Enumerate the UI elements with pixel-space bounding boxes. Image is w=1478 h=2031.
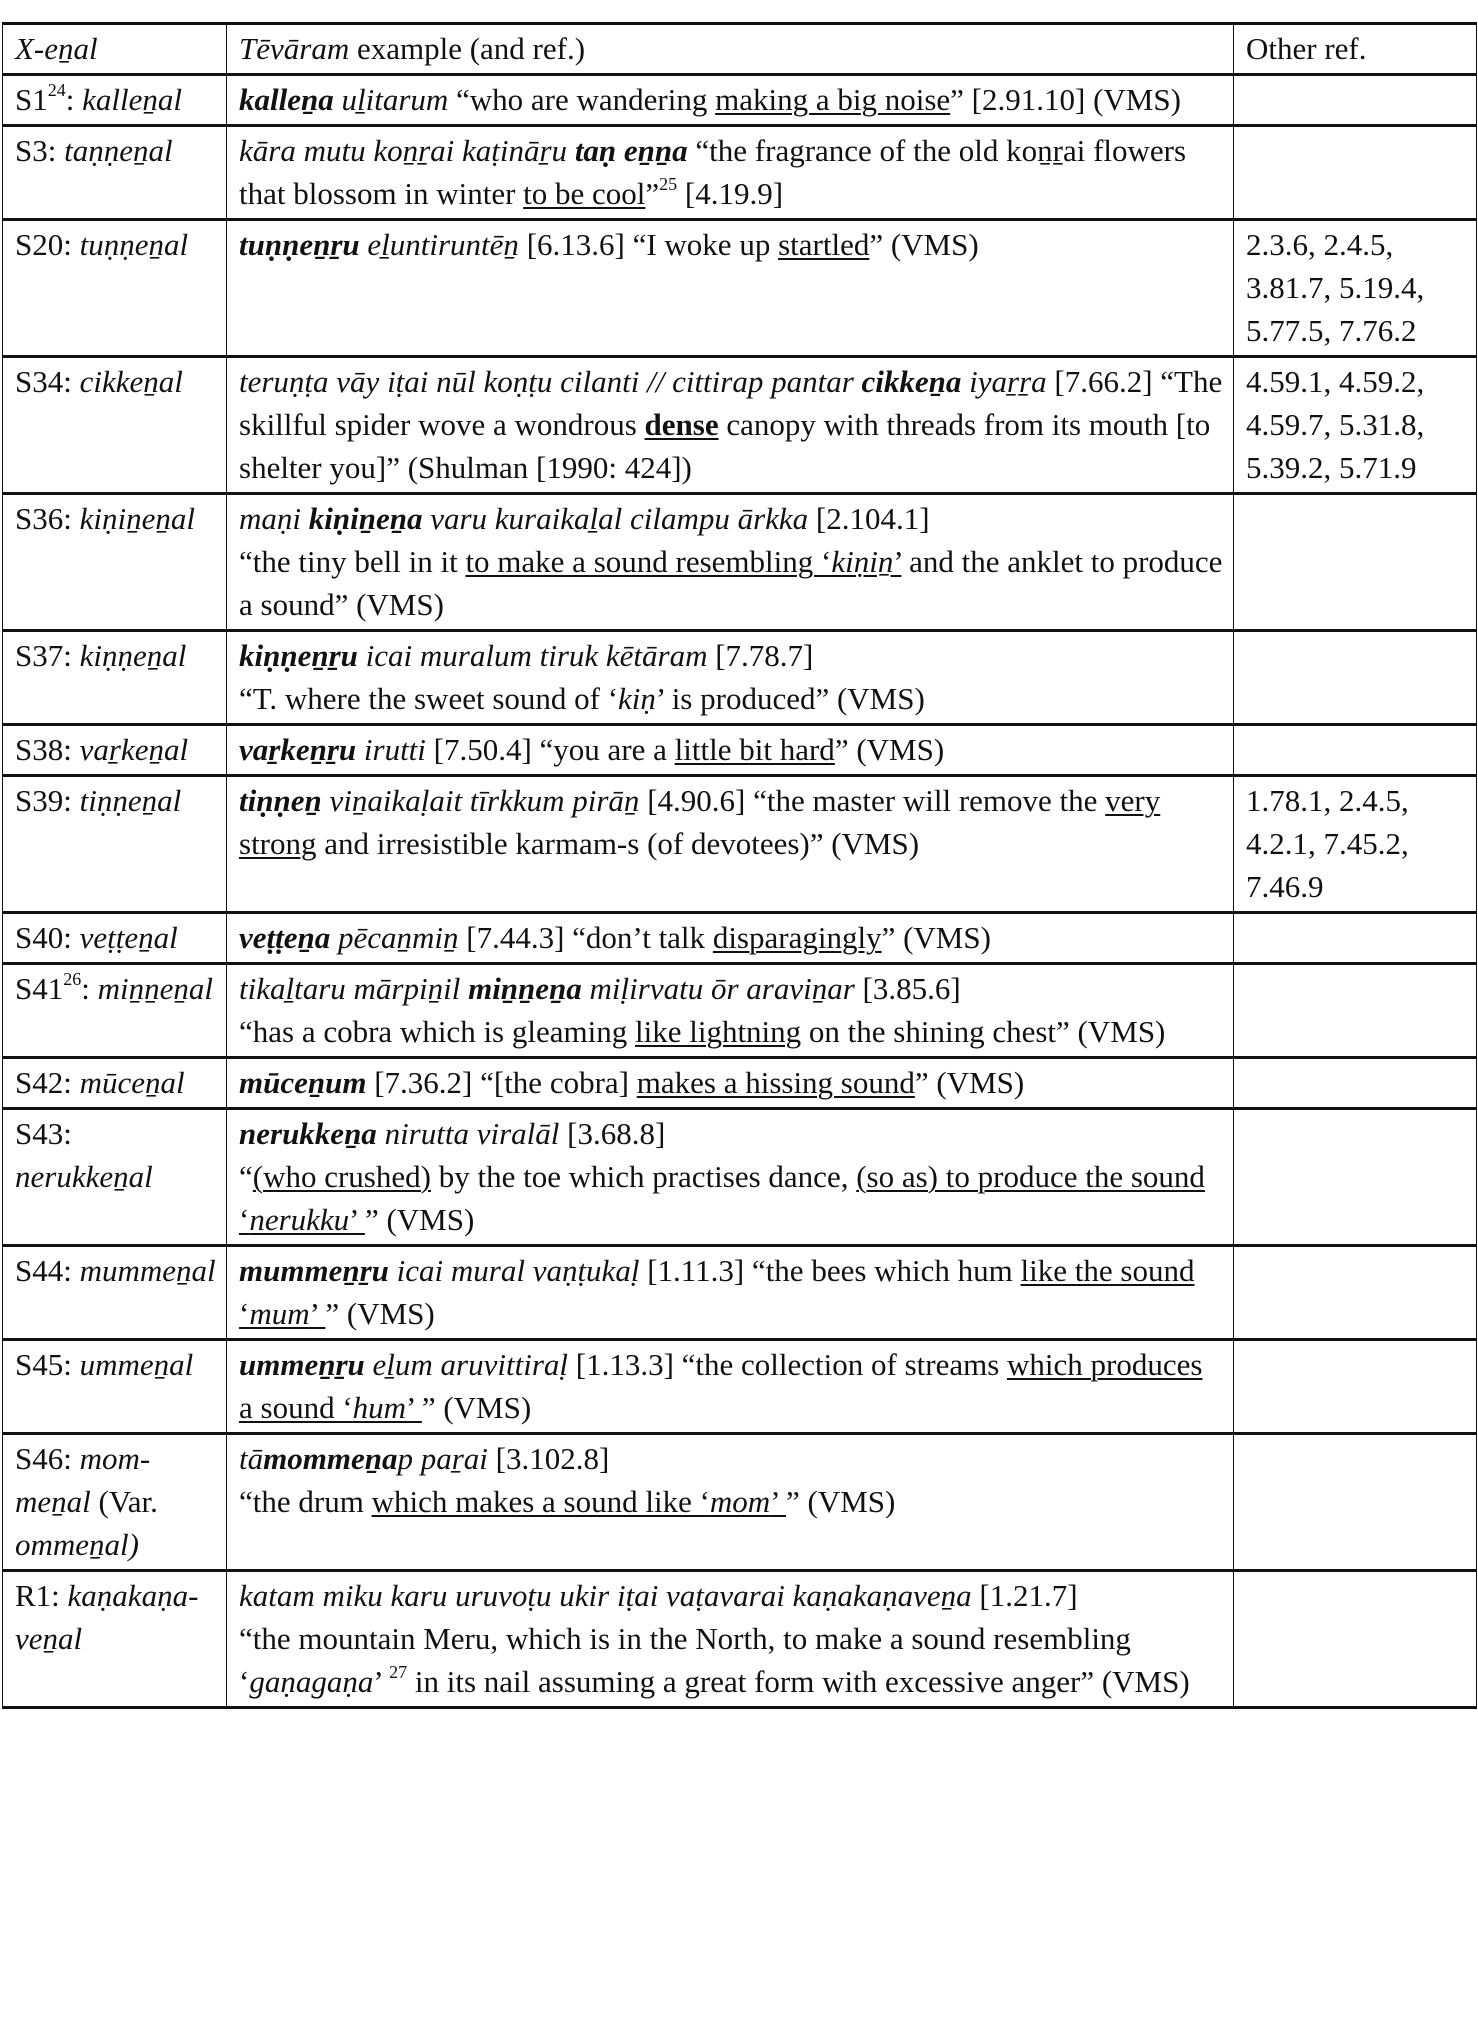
row-label bbox=[3, 631, 227, 725]
row-example bbox=[227, 357, 1234, 494]
text-segment: kiṇiṉeṉal bbox=[79, 501, 195, 536]
row-label bbox=[3, 913, 227, 964]
text-segment: nerukkeṉal bbox=[15, 1159, 153, 1194]
example-paragraph bbox=[239, 1112, 1223, 1155]
text-segment: nirutta viralāl bbox=[376, 1116, 560, 1151]
text-segment: [7.44.3] “don’t talk bbox=[458, 920, 713, 955]
text-segment: [4.19.9] bbox=[677, 176, 784, 211]
text-segment: kiṇiṉeṉa bbox=[308, 501, 423, 536]
example-paragraph bbox=[239, 223, 1223, 266]
text-segment: S36: bbox=[15, 501, 80, 536]
onomatopoeia-table bbox=[2, 22, 1477, 1709]
table-row bbox=[3, 964, 1477, 1058]
text-segment: ummeṉṟu bbox=[239, 1347, 365, 1382]
text-segment: ” (VMS) bbox=[421, 1390, 532, 1425]
row-example bbox=[227, 776, 1234, 913]
example-paragraph bbox=[239, 1343, 1223, 1429]
header-x-enal bbox=[3, 24, 227, 75]
text-segment: tā bbox=[239, 1441, 264, 1476]
text-segment: ” (VMS) bbox=[869, 227, 979, 262]
text-segment: uḻitarum bbox=[341, 82, 449, 117]
text-segment: [1.11.3] “the bees which hum bbox=[639, 1253, 1021, 1288]
text-segment: tiṇṇeṉal bbox=[79, 783, 182, 818]
row-example bbox=[227, 1109, 1234, 1246]
text-segment: on the shining chest” (VMS) bbox=[801, 1014, 1166, 1049]
text-segment: tuṇṇeṉṟu bbox=[239, 227, 360, 262]
text-segment: ” (VMS) bbox=[834, 732, 945, 767]
example-paragraph bbox=[239, 497, 1223, 540]
text-segment: tikaḻtaru mārpiṉil bbox=[239, 971, 469, 1006]
row-other-refs bbox=[1234, 1109, 1477, 1246]
text-segment: “the tiny bell in it bbox=[239, 544, 466, 579]
text-segment: S40: bbox=[15, 920, 80, 955]
row-label bbox=[3, 964, 227, 1058]
row-label bbox=[3, 220, 227, 357]
text-segment: [6.13.6] “I woke up bbox=[518, 227, 779, 262]
row-example bbox=[227, 220, 1234, 357]
row-other-refs: 1.78.1, 2.4.5, 4.2.1, 7.45.2, 7.46.9 bbox=[1234, 776, 1477, 913]
text-segment: makes a hissing sound bbox=[636, 1065, 915, 1100]
text-segment: kāra mutu koṉṟai kaṭināṟu bbox=[239, 133, 575, 168]
text-segment: mom-meṉal bbox=[15, 1441, 151, 1519]
text-segment: kaṇakaṇa-veṉal bbox=[15, 1578, 199, 1656]
text-segment: ’ bbox=[893, 544, 902, 579]
text-segment: cikkeṉal bbox=[79, 364, 183, 399]
table-row bbox=[3, 725, 1477, 776]
row-label bbox=[3, 725, 227, 776]
row-other-refs bbox=[1234, 1434, 1477, 1571]
text-segment: nerukku bbox=[249, 1202, 350, 1237]
text-segment: mūceṉum bbox=[239, 1065, 367, 1100]
text-segment: kalleṉa bbox=[239, 82, 334, 117]
text-segment: [7.66.2] “The skillful spider wove a wondrous bbox=[239, 364, 1223, 442]
text-segment: : bbox=[81, 971, 98, 1006]
text-segment: S43: bbox=[15, 1116, 72, 1151]
text-segment: (so as) to produce the sound ‘ bbox=[239, 1159, 1205, 1237]
row-other-refs: 2.3.6, 2.4.5, 3.81.7, 5.19.4, 5.77.5, 7.76.2 bbox=[1234, 220, 1477, 357]
text-segment: ’ bbox=[406, 1390, 422, 1425]
row-label bbox=[3, 1058, 227, 1109]
example-paragraph bbox=[239, 540, 1223, 626]
text-segment: in its nail assuming a great form with excessive anger” (VMS) bbox=[407, 1664, 1190, 1699]
footnote-ref: 26 bbox=[63, 969, 82, 989]
table-row bbox=[3, 126, 1477, 220]
text-segment: iyaṟṟa bbox=[961, 364, 1047, 399]
text-segment: and the anklet to produce a sound” (VMS) bbox=[239, 544, 1223, 622]
text-segment: which produces a sound ‘ bbox=[239, 1347, 1203, 1425]
text-segment: miḷirvatu ōr araviṉar bbox=[581, 971, 855, 1006]
row-other-refs bbox=[1234, 75, 1477, 126]
text-segment: cikkeṉa bbox=[861, 364, 962, 399]
text-segment: mūceṉal bbox=[79, 1065, 185, 1100]
table-row bbox=[3, 913, 1477, 964]
table-row bbox=[3, 357, 1477, 494]
text-segment: S20: bbox=[15, 227, 80, 262]
text-segment: hum bbox=[352, 1390, 407, 1425]
text-segment: ’ is produced” (VMS) bbox=[655, 681, 925, 716]
text-segment: “T. where the sweet sound of ‘ bbox=[239, 681, 619, 716]
text-segment: like lightning bbox=[634, 1014, 802, 1049]
text-segment: mum bbox=[249, 1296, 310, 1331]
text-segment: very strong bbox=[239, 783, 1161, 861]
text-segment: S45: bbox=[15, 1347, 80, 1382]
text-segment: [1.21.7] bbox=[971, 1578, 1078, 1613]
text-segment: tiṇṇeṉ bbox=[239, 783, 322, 818]
example-paragraph bbox=[239, 1574, 1223, 1617]
text-segment: S44: bbox=[15, 1253, 80, 1288]
text-segment: veṭṭeṉa bbox=[239, 920, 331, 955]
example-paragraph bbox=[239, 634, 1223, 677]
text-segment: S41 bbox=[15, 971, 64, 1006]
text-segment: by the toe which practises dance, bbox=[430, 1159, 857, 1194]
text-segment: to make a sound resembling ‘ bbox=[465, 544, 832, 579]
row-example bbox=[227, 1340, 1234, 1434]
text-segment: “the drum bbox=[239, 1484, 372, 1519]
text-segment: Other ref. bbox=[1246, 31, 1367, 66]
text-segment: veṭṭeṉal bbox=[79, 920, 178, 955]
text-segment: S46: bbox=[15, 1441, 80, 1476]
text-segment: startled bbox=[778, 227, 870, 262]
text-segment: mummeṉal bbox=[79, 1253, 216, 1288]
example-paragraph bbox=[239, 916, 1223, 959]
table-row bbox=[3, 220, 1477, 357]
text-segment: p paṟai bbox=[397, 1441, 488, 1476]
row-example bbox=[227, 725, 1234, 776]
text-segment: “who are wandering bbox=[448, 82, 716, 117]
example-paragraph bbox=[239, 1617, 1223, 1703]
row-other-refs bbox=[1234, 1340, 1477, 1434]
text-segment: eḻuntiruntēṉ bbox=[367, 227, 519, 262]
row-label bbox=[3, 1340, 227, 1434]
text-segment: [3.85.6] bbox=[854, 971, 961, 1006]
text-segment: S37: bbox=[15, 638, 80, 673]
text-segment: ” [2.91.10] (VMS) bbox=[950, 82, 1181, 117]
row-label bbox=[3, 494, 227, 631]
text-segment: [7.36.2] “[the cobra] bbox=[366, 1065, 637, 1100]
row-label bbox=[3, 776, 227, 913]
text-segment: varu kuraikaḻal cilampu ārkka bbox=[422, 501, 809, 536]
text-segment: S3: bbox=[15, 133, 65, 168]
text-segment: which makes a sound like ‘ bbox=[371, 1484, 710, 1519]
text-segment: teruṇṭa vāy iṭai nūl koṇṭu cilanti // cittirap pantar bbox=[239, 364, 862, 399]
table-row bbox=[3, 631, 1477, 725]
row-other-refs bbox=[1234, 1571, 1477, 1708]
row-label bbox=[3, 1109, 227, 1246]
text-segment: nerukkeṉa bbox=[239, 1116, 377, 1151]
text-segment: (who crushed) bbox=[252, 1159, 431, 1194]
text-segment: S42: bbox=[15, 1065, 80, 1100]
row-label bbox=[3, 1246, 227, 1340]
text-segment: canopy with threads from its mouth [to shelter you]” (Shulman [1990: 424]) bbox=[239, 407, 1211, 485]
text-segment: miṉṉeṉa bbox=[468, 971, 582, 1006]
row-other-refs bbox=[1234, 964, 1477, 1058]
text-segment: katam miku karu uruvoṭu ukir iṭai vaṭavarai kaṇakaṇaveṉa bbox=[239, 1578, 972, 1613]
text-segment: ” (VMS) bbox=[785, 1484, 896, 1519]
example-paragraph bbox=[239, 1437, 1223, 1480]
row-other-refs bbox=[1234, 1246, 1477, 1340]
example-paragraph bbox=[239, 1010, 1223, 1053]
table-header-row bbox=[3, 24, 1477, 75]
row-example bbox=[227, 1246, 1234, 1340]
text-segment: [2.104.1] bbox=[808, 501, 930, 536]
table-row bbox=[3, 1434, 1477, 1571]
text-segment: [7.50.4] “you are a bbox=[425, 732, 675, 767]
text-segment: gaṇagaṇa bbox=[249, 1664, 374, 1699]
row-label bbox=[3, 75, 227, 126]
row-other-refs bbox=[1234, 126, 1477, 220]
row-other-refs bbox=[1234, 494, 1477, 631]
text-segment: pēcaṉmiṉ bbox=[330, 920, 459, 955]
text-segment: S39: bbox=[15, 783, 80, 818]
text-segment: : bbox=[65, 82, 83, 117]
text-segment: vaṟkeṉal bbox=[79, 732, 189, 767]
text-segment: S1 bbox=[15, 82, 48, 117]
example-paragraph bbox=[239, 78, 1223, 121]
text-segment: [7.78.7] bbox=[707, 638, 814, 673]
footnote-ref: 27 bbox=[389, 1662, 408, 1682]
text-segment: kalleṉal bbox=[82, 82, 182, 117]
text-segment: ” bbox=[645, 176, 660, 211]
example-paragraph bbox=[239, 728, 1223, 771]
table-row bbox=[3, 776, 1477, 913]
text-segment: kiṇiṉ bbox=[831, 544, 894, 579]
row-other-refs bbox=[1234, 1058, 1477, 1109]
text-segment: ’ bbox=[373, 1664, 390, 1699]
text-segment: ’ bbox=[309, 1296, 326, 1331]
header-other-ref bbox=[1234, 24, 1477, 75]
text-segment: (Var. bbox=[90, 1484, 158, 1519]
text-segment: taṇṇeṉal bbox=[64, 133, 173, 168]
row-example bbox=[227, 631, 1234, 725]
text-segment: [3.68.8] bbox=[559, 1116, 666, 1151]
table-row bbox=[3, 494, 1477, 631]
table-row bbox=[3, 1340, 1477, 1434]
table-row bbox=[3, 1246, 1477, 1340]
example-paragraph bbox=[239, 779, 1223, 865]
text-segment: making a big noise bbox=[715, 82, 951, 117]
text-segment: eḻum aruvittiraḷ bbox=[364, 1347, 568, 1382]
row-other-refs bbox=[1234, 631, 1477, 725]
table-body bbox=[3, 75, 1477, 1708]
row-other-refs bbox=[1234, 725, 1477, 776]
example-paragraph bbox=[239, 1061, 1223, 1104]
row-label bbox=[3, 1434, 227, 1571]
text-segment: disparagingly bbox=[712, 920, 882, 955]
row-example bbox=[227, 75, 1234, 126]
text-segment: ” (VMS) bbox=[325, 1296, 435, 1331]
text-segment: ” (VMS) bbox=[914, 1065, 1025, 1100]
text-segment: ’ bbox=[770, 1484, 786, 1519]
row-label bbox=[3, 1571, 227, 1708]
text-segment: viṉaikaḷait tīrkkum pirāṉ bbox=[321, 783, 640, 818]
row-example bbox=[227, 1058, 1234, 1109]
text-segment: kiṇṇeṉṟu bbox=[239, 638, 358, 673]
footnote-ref: 24 bbox=[47, 80, 66, 100]
row-other-refs: 4.59.1, 4.59.2, 4.59.7, 5.31.8, 5.39.2, 5.71.9 bbox=[1234, 357, 1477, 494]
text-segment: kiṇ bbox=[618, 681, 656, 716]
text-segment: S38: bbox=[15, 732, 80, 767]
text-segment: little bit hard bbox=[674, 732, 835, 767]
text-segment: “the fragrance of the old koṉṟai flowers that blossom in winter bbox=[239, 133, 1187, 211]
footnote-ref: 25 bbox=[659, 174, 678, 194]
example-paragraph bbox=[239, 129, 1223, 215]
row-example bbox=[227, 1434, 1234, 1571]
text-segment: irutti bbox=[356, 732, 426, 767]
example-paragraph bbox=[239, 360, 1223, 489]
text-segment: ” (VMS) bbox=[881, 920, 991, 955]
text-segment: miṉṉeṉal bbox=[97, 971, 213, 1006]
row-label bbox=[3, 126, 227, 220]
text-segment: S34: bbox=[15, 364, 80, 399]
row-example bbox=[227, 913, 1234, 964]
text-segment: kiṇṇeṉal bbox=[79, 638, 187, 673]
text-segment: and irresistible karmam-s (of devotees)” (VMS) bbox=[316, 826, 920, 861]
text-segment: [4.90.6] “the master will remove the bbox=[639, 783, 1106, 818]
text-segment: ommeṉal) bbox=[15, 1527, 139, 1562]
example-paragraph bbox=[239, 1155, 1223, 1241]
text-segment: icai muralum tiruk kētāram bbox=[357, 638, 708, 673]
text-segment: dense bbox=[644, 407, 719, 442]
text-segment: icai mural vaṇṭukaḷ bbox=[388, 1253, 640, 1288]
text-segment: “ bbox=[239, 1159, 253, 1194]
row-example bbox=[227, 126, 1234, 220]
text-segment: [1.13.3] “the collection of streams bbox=[568, 1347, 1008, 1382]
example-paragraph bbox=[239, 1249, 1223, 1335]
text-segment: R1: bbox=[15, 1578, 68, 1613]
text-segment: maṇi bbox=[239, 501, 309, 536]
row-example bbox=[227, 964, 1234, 1058]
table-row bbox=[3, 1058, 1477, 1109]
text-segment: ” (VMS) bbox=[364, 1202, 475, 1237]
text-segment: like the sound ‘ bbox=[239, 1253, 1195, 1331]
example-paragraph bbox=[239, 967, 1223, 1010]
table-row bbox=[3, 1571, 1477, 1708]
row-label bbox=[3, 357, 227, 494]
text-segment: example (and ref.) bbox=[349, 31, 586, 66]
text-segment: ummeṉal bbox=[79, 1347, 194, 1382]
text-segment: Tēvāram bbox=[239, 31, 350, 66]
text-segment: mommeṉa bbox=[263, 1441, 398, 1476]
text-segment: mummeṉṟu bbox=[239, 1253, 389, 1288]
table-row bbox=[3, 1109, 1477, 1246]
text-segment: “has a cobra which is gleaming bbox=[239, 1014, 635, 1049]
text-segment: mom bbox=[709, 1484, 771, 1519]
text-segment: “the mountain Meru, which is in the North, to make a sound resembling ‘ bbox=[239, 1621, 1131, 1699]
table-row bbox=[3, 75, 1477, 126]
text-segment: ’ bbox=[349, 1202, 365, 1237]
text-segment: [3.102.8] bbox=[487, 1441, 610, 1476]
row-example bbox=[227, 1571, 1234, 1708]
text-segment: tuṇṇeṉal bbox=[79, 227, 189, 262]
text-segment: X-eṉal bbox=[15, 31, 98, 66]
row-other-refs bbox=[1234, 913, 1477, 964]
example-paragraph bbox=[239, 1480, 1223, 1523]
text-segment: to be cool bbox=[523, 176, 646, 211]
example-paragraph bbox=[239, 677, 1223, 720]
text-segment: vaṟkeṉṟu bbox=[239, 732, 357, 767]
header-tevaram-example bbox=[227, 24, 1234, 75]
text-segment: taṇ eṉṉa bbox=[574, 133, 688, 168]
row-example bbox=[227, 494, 1234, 631]
